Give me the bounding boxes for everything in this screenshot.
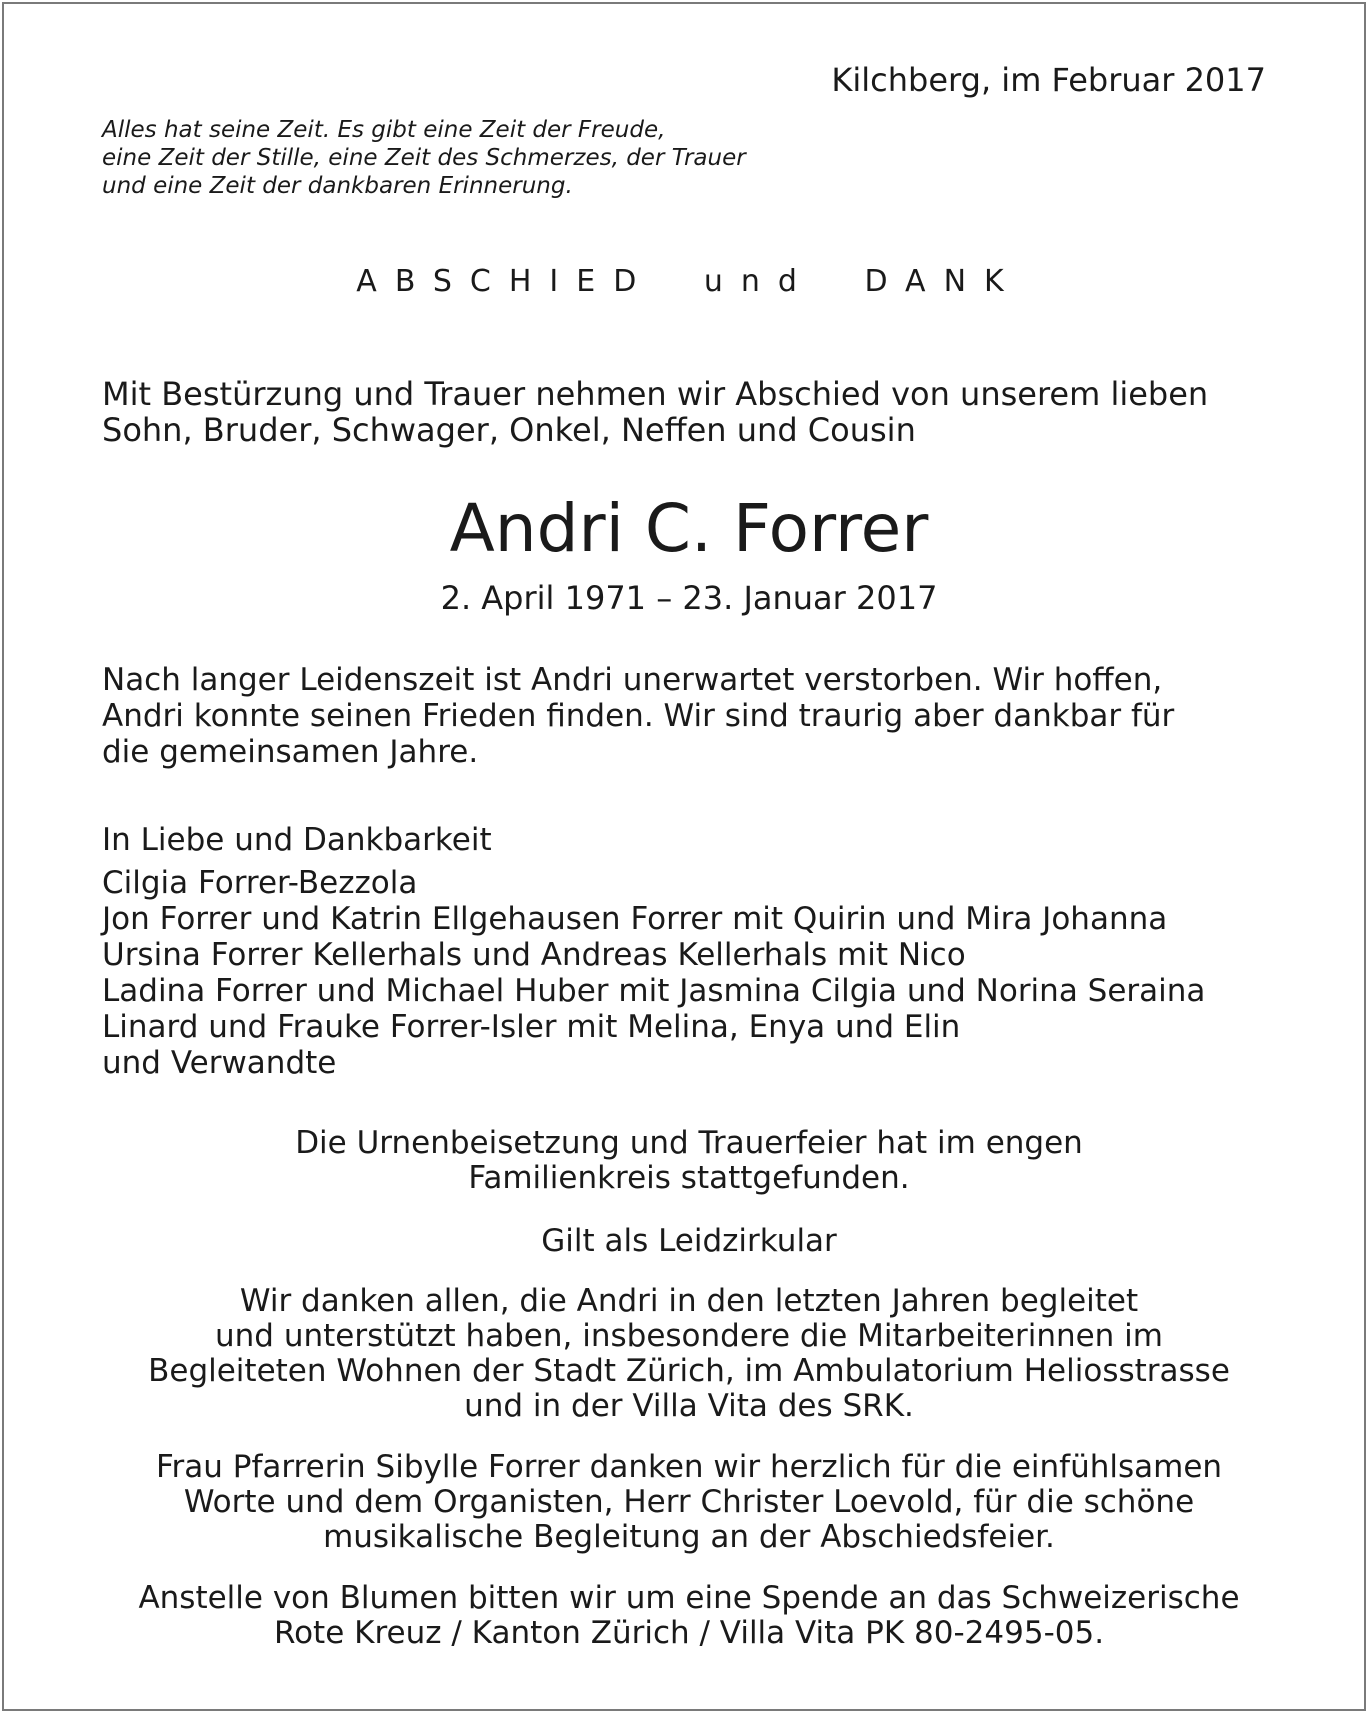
motto-line: Alles hat seine Zeit. Es gibt eine Zeit der Freude,: [102, 117, 666, 143]
family-member: Jon Forrer und Katrin Ellgehausen Forrer mit Quirin und Mira Johanna: [102, 901, 1168, 937]
thanks-service-line: Frau Pfarrerin Sibylle Forrer danken wir herzlich für die einfühlsamen: [155, 1449, 1223, 1485]
family-member: und Verwandte: [102, 1045, 337, 1081]
donation-request: [4, 1581, 1370, 1651]
message-line: Nach langer Leidenszeit ist Andri unerwartet verstorben. Wir hoffen,: [102, 662, 1163, 698]
life-dates: 2. April 1971 – 23. Januar 2017: [440, 579, 938, 617]
thanks-care-line: und unterstützt haben, insbesondere die Mitarbeiterinnen im: [215, 1318, 1163, 1354]
family-member: Ursina Forrer Kellerhals und Andreas Kellerhals mit Nico: [102, 937, 966, 973]
family-member: Ladina Forrer und Michael Huber mit Jasmina Cilgia und Norina Seraina: [102, 973, 1206, 1009]
family-member: Linard und Frauke Forrer-Isler mit Melina, Enya und Elin: [102, 1009, 961, 1045]
funeral-line: Familienkreis stattgefunden.: [468, 1160, 910, 1196]
intro-text: [102, 376, 1208, 448]
message-text: [102, 662, 1174, 770]
thanks-service-line: Worte und dem Organisten, Herr Christer Loevold, für die schöne: [183, 1484, 1195, 1520]
thanks-service-line: musikalische Begleitung an der Abschiedsfeier.: [323, 1519, 1055, 1555]
notice-frame: [2, 2, 1366, 1711]
deceased-name: Andri C. Forrer: [449, 490, 929, 567]
family-member: Cilgia Forrer-Bezzola: [102, 865, 418, 901]
message-line: Andri konnte seinen Frieden finden. Wir sind traurig aber dankbar für: [102, 698, 1175, 734]
circular-note: [4, 1224, 1370, 1259]
place-date: Kilchberg, im Februar 2017: [831, 61, 1266, 99]
thanks-care-line: Begleiteten Wohnen der Stadt Zürich, im Ambulatorium Heliosstrasse: [148, 1353, 1230, 1389]
notice-heading: ABSCHIED und DANK: [356, 264, 1022, 299]
funeral-notice: [4, 1126, 1370, 1196]
thanks-care-line: Wir danken allen, die Andri in den letzten Jahren begleitet: [239, 1283, 1139, 1319]
thanks-service: [4, 1450, 1370, 1555]
message-line: die gemeinsamen Jahre.: [102, 734, 479, 770]
signoff: In Liebe und Dankbarkeit: [102, 822, 492, 858]
funeral-line: Die Urnenbeisetzung und Trauerfeier hat im engen: [295, 1125, 1083, 1161]
motto-line: eine Zeit der Stille, eine Zeit des Schmerzes, der Trauer: [102, 145, 746, 171]
family-list: [102, 865, 1205, 1081]
circular-line: Gilt als Leidzirkular: [541, 1223, 837, 1259]
motto-line: und eine Zeit der dankbaren Erinnerung.: [102, 173, 573, 199]
thanks-care: [4, 1284, 1370, 1424]
intro-line: Mit Bestürzung und Trauer nehmen wir Abschied von unserem lieben: [102, 375, 1209, 413]
thanks-care-line: und in der Villa Vita des SRK.: [464, 1388, 914, 1424]
donation-line: Anstelle von Blumen bitten wir um eine Spende an das Schweizerische: [138, 1580, 1240, 1616]
motto-quote: [102, 116, 746, 200]
donation-line: Rote Kreuz / Kanton Zürich / Villa Vita PK 80-2495-05.: [273, 1615, 1105, 1651]
intro-line: Sohn, Bruder, Schwager, Onkel, Neffen und Cousin: [102, 411, 916, 449]
